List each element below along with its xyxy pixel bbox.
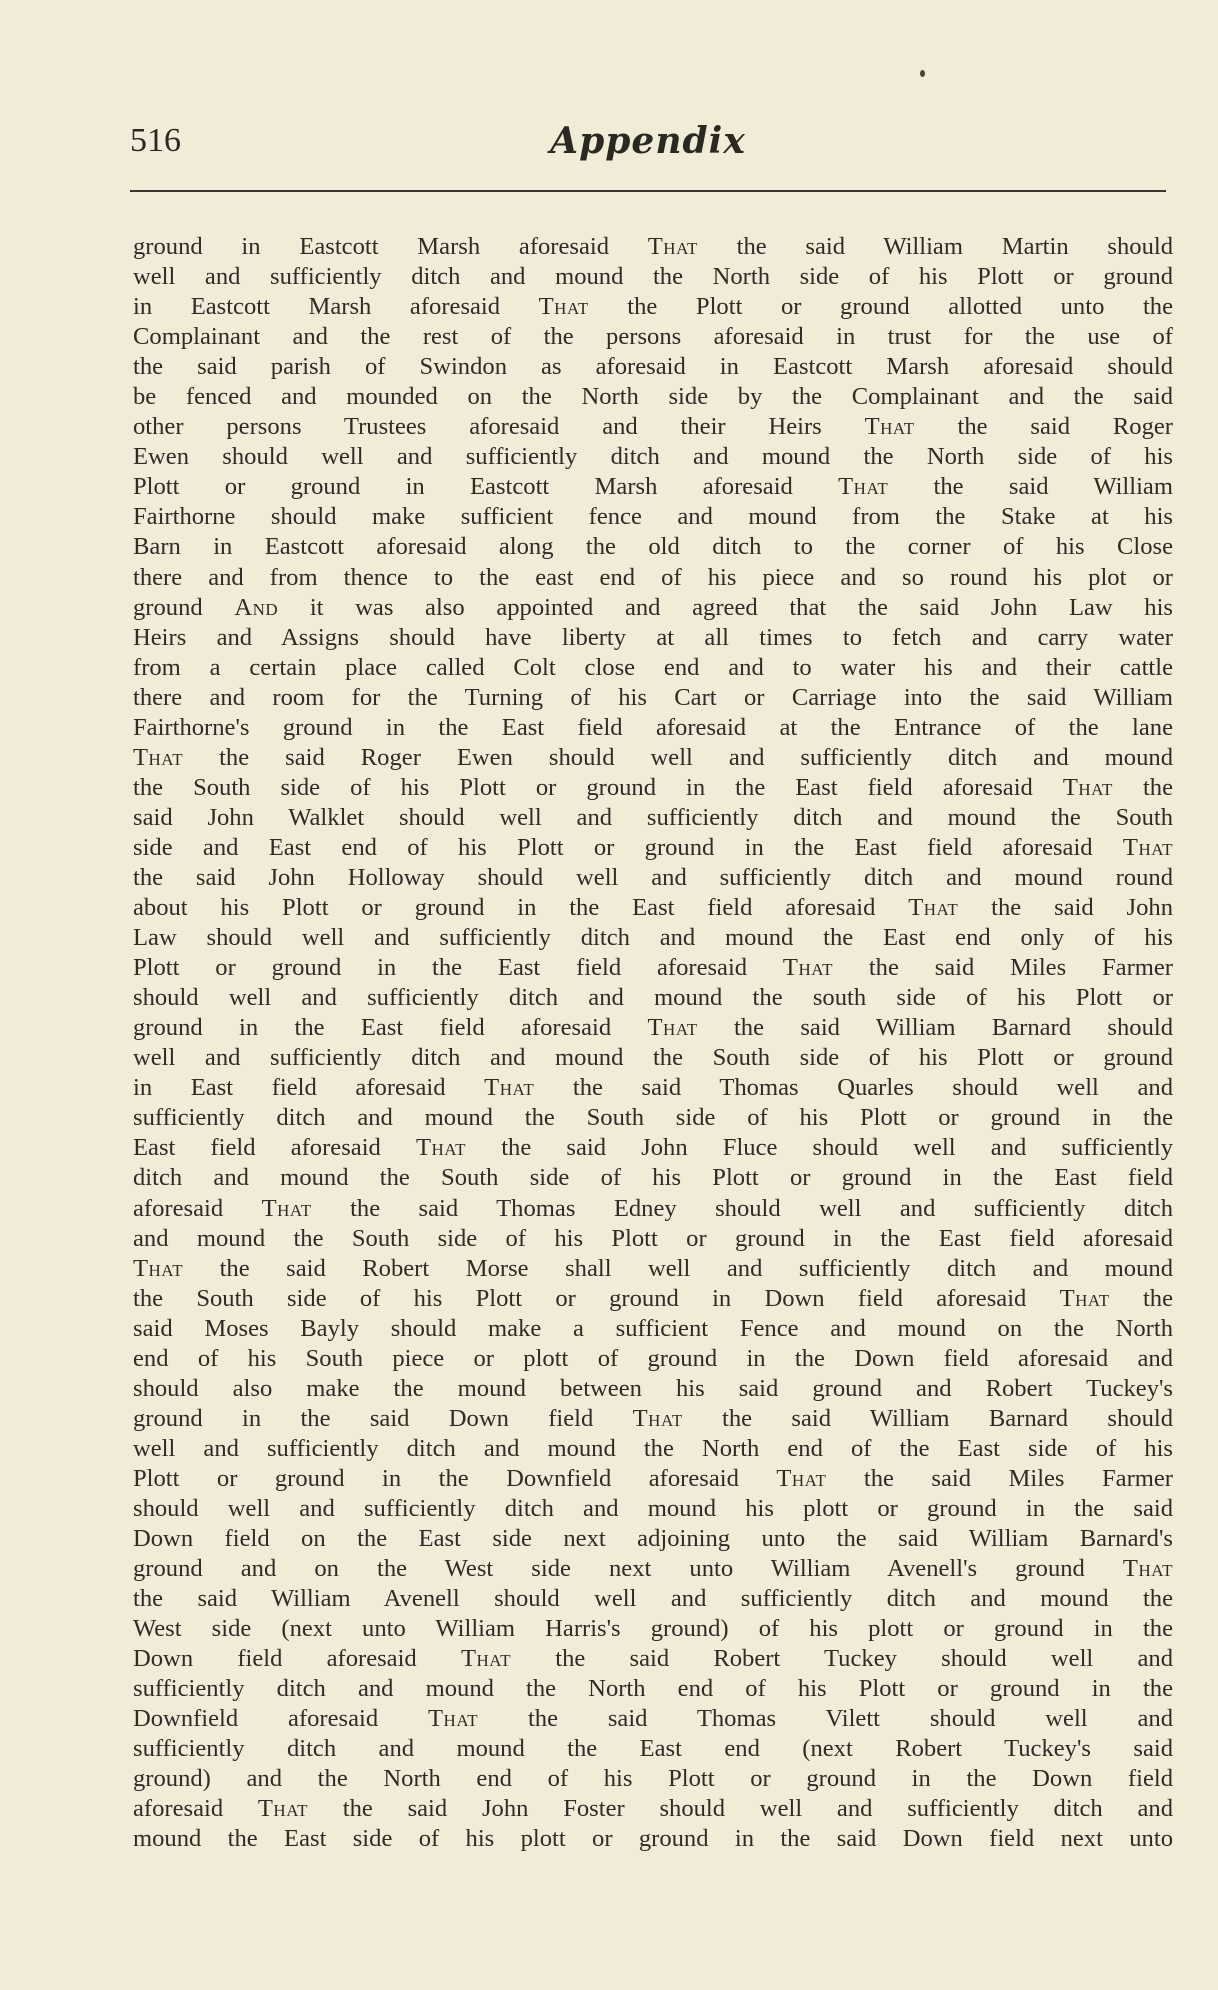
text-line: ground in the said Down field That the said William Barnard should [133, 1404, 1173, 1432]
text-line: ground in the East field aforesaid That the said William Barnard should [133, 1014, 1173, 1042]
text-line: Plott or ground in the Downfield aforesaid That the said Miles Farmer [133, 1464, 1173, 1492]
text-line: be fenced and mounded on the North side by the Complainant and the said [133, 383, 1173, 411]
text-line: the South side of his Plott or ground in the East field aforesaid That the [133, 773, 1174, 801]
text-line: well and sufficiently ditch and mound the South side of his Plott or ground [133, 1044, 1173, 1072]
text-line: Fairthorne's ground in the East field aforesaid at the Entrance of the lane [133, 713, 1173, 741]
text-line: there and from thence to the east end of his piece and so round his plot or [133, 563, 1173, 591]
page-header [130, 116, 1166, 166]
body-text [133, 232, 1173, 1855]
text-line: That the said Roger Ewen should well and sufficiently ditch and mound [133, 743, 1173, 771]
text-line: ground And it was also appointed and agreed that the said John Law his [133, 593, 1173, 621]
text-line: well and sufficiently ditch and mound the North end of the East side of his [133, 1434, 1173, 1462]
text-line: Law should well and sufficiently ditch and mound the East end only of his [133, 924, 1173, 952]
text-line: should well and sufficiently ditch and mound his plott or ground in the said [133, 1494, 1173, 1522]
text-line: the said parish of Swindon as aforesaid in Eastcott Marsh aforesaid should [133, 353, 1173, 381]
text-line: end of his South piece or plott of ground in the Down field aforesaid and [133, 1344, 1173, 1372]
text-line: aforesaid That the said John Foster should well and sufficiently ditch and [133, 1795, 1173, 1823]
text-line: in Eastcott Marsh aforesaid That the Plott or ground allotted unto the [133, 293, 1173, 321]
text-line: Heirs and Assigns should have liberty at all times to fetch and carry water [133, 623, 1173, 651]
header-rule [130, 190, 1166, 192]
text-line: Plott or ground in the East field aforesaid That the said Miles Farmer [133, 954, 1173, 982]
text-line: Downfield aforesaid That the said Thomas Vilett should well and [133, 1705, 1173, 1733]
text-line: sufficiently ditch and mound the North end of his Plott or ground in the [133, 1675, 1173, 1703]
text-line: Complainant and the rest of the persons aforesaid in trust for the use of [133, 323, 1173, 351]
text-line: about his Plott or ground in the East field aforesaid That the said John [133, 894, 1173, 922]
text-line: ditch and mound the South side of his Plott or ground in the East field [133, 1164, 1173, 1192]
text-line: mound the East side of his plott or ground in the said Down field next unto [133, 1825, 1173, 1853]
text-line: side and East end of his Plott or ground in the East field aforesaid That [133, 833, 1173, 861]
text-line: in East field aforesaid That the said Thomas Quarles should well and [133, 1074, 1173, 1102]
text-line: well and sufficiently ditch and mound the North side of his Plott or ground [133, 263, 1173, 291]
text-line: ground and on the West side next unto William Avenell's ground That [133, 1555, 1173, 1583]
text-line: Ewen should well and sufficiently ditch and mound the North side of his [133, 443, 1173, 471]
text-line: Down field on the East side next adjoining unto the said William Barnard's [133, 1525, 1173, 1553]
text-line: should well and sufficiently ditch and mound the south side of his Plott or [133, 984, 1173, 1012]
text-line: should also make the mound between his said ground and Robert Tuckey's [133, 1374, 1173, 1402]
ink-speck [920, 70, 925, 77]
text-line: East field aforesaid That the said John Fluce should well and sufficiently [133, 1134, 1173, 1162]
text-line: and mound the South side of his Plott or ground in the East field aforesaid [133, 1224, 1173, 1252]
text-line: said Moses Bayly should make a sufficient Fence and mound on the North [133, 1314, 1173, 1342]
text-line: ground in Eastcott Marsh aforesaid That the said William Martin should [133, 233, 1173, 260]
page-number: 516 [130, 122, 181, 159]
text-line: the said William Avenell should well and sufficiently ditch and mound the [133, 1585, 1173, 1613]
text-line: the South side of his Plott or ground in Down field aforesaid That the [133, 1284, 1173, 1312]
text-line: Down field aforesaid That the said Robert Tuckey should well and [133, 1645, 1173, 1673]
text-line: Barn in Eastcott aforesaid along the old ditch to the corner of his Close [133, 533, 1173, 561]
text-line: there and room for the Turning of his Cart or Carriage into the said William [133, 683, 1173, 711]
text-line: said John Walklet should well and sufficiently ditch and mound the South [133, 803, 1173, 831]
text-line: the said John Holloway should well and sufficiently ditch and mound round [133, 863, 1173, 891]
text-line: from a certain place called Colt close end and to water his and their cattle [133, 653, 1173, 681]
running-head: Appendix [550, 120, 746, 162]
text-line: ground) and the North end of his Plott or ground in the Down field [133, 1765, 1173, 1793]
text-line: aforesaid That the said Thomas Edney should well and sufficiently ditch [133, 1194, 1173, 1222]
text-line: sufficiently ditch and mound the East end (next Robert Tuckey's said [133, 1735, 1173, 1763]
text-line: Fairthorne should make sufficient fence and mound from the Stake at his [133, 503, 1173, 531]
text-line: West side (next unto William Harris's ground) of his plott or ground in the [133, 1615, 1173, 1643]
text-line: That the said Robert Morse shall well and sufficiently ditch and mound [133, 1254, 1173, 1282]
text-line: other persons Trustees aforesaid and their Heirs That the said Roger [133, 413, 1173, 441]
text-line: sufficiently ditch and mound the South side of his Plott or ground in the [133, 1104, 1173, 1132]
text-line: Plott or ground in Eastcott Marsh aforesaid That the said William [133, 473, 1173, 501]
